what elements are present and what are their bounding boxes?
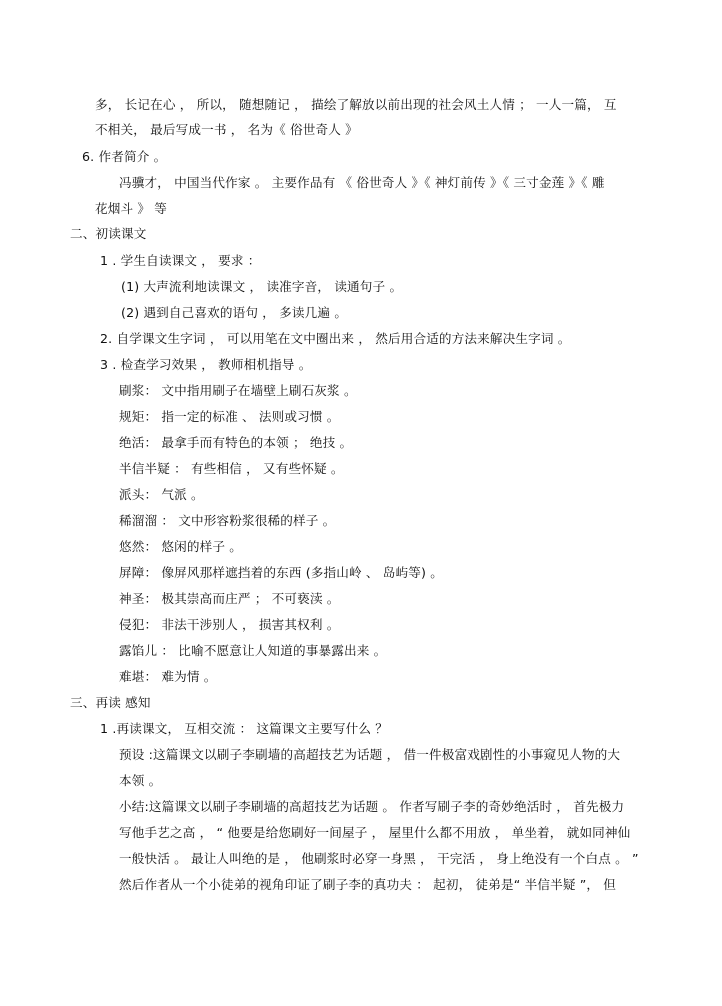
text-line: 多， 长记在心 ， 所以， 随想随记 ， 描绘了解放以前出现的社会风土人情 ； 一人一篇， 互	[95, 97, 617, 112]
vocab-item: 绝活： 最拿手而有特色的本领 ； 绝技 。	[119, 435, 353, 450]
vocab-item: 稀溜溜 ： 文中形容粉浆很稀的样子 。	[119, 513, 336, 528]
text-line: 1 . 学生自读课文 ， 要求 ：	[100, 253, 261, 268]
vocab-item: 神圣： 极其崇高而庄严 ； 不可亵渎 。	[119, 591, 340, 606]
section-heading: 三、再读 感知	[70, 695, 151, 710]
text-line: 小结:这篇课文以刷子李刷墙的高超技艺为话题 。 作者写刷子李的奇妙绝活时 ， 首先极力	[119, 799, 625, 814]
section-heading: 二、初读课文	[70, 226, 147, 241]
text-line: (2) 遇到自己喜欢的语句 ， 多读几遍 。	[121, 305, 348, 320]
text-line: 写他手艺之高 ， “ 他要是给您刷好一间屋子 ， 屋里什么都不用放 ， 单坐着， 就如同神仙	[119, 825, 631, 840]
text-line: 预设 :这篇课文以刷子李刷墙的高超技艺为话题 ， 借一件极富戏剧性的小事窥见人物的大	[119, 747, 621, 762]
vocab-item: 难堪： 难为情 。	[119, 669, 217, 684]
text-line: 2. 自学课文生字词 ， 可以用笔在文中圈出来 ， 然后用合适的方法来解决生字词 。	[100, 331, 571, 346]
text-line: 花烟斗 》 等	[95, 201, 168, 216]
text-line: 不相关， 最后写成一书 ， 名为《 俗世奇人 》	[95, 122, 358, 137]
text-line: 3 . 检查学习效果 ， 教师相机指导 。	[100, 357, 312, 372]
text-line: (1) 大声流利地读课文 ， 读准字音， 读通句子 。	[121, 279, 403, 294]
vocab-item: 屏障： 像屏风那样遮挡着的东西 (多指山岭 、 岛屿等) 。	[119, 565, 443, 580]
vocab-item: 半信半疑 ： 有些相信 ， 又有些怀疑 。	[119, 461, 344, 476]
text-line: 一般快活 。 最让人叫绝的是 ， 他刷浆时必穿一身黑 ， 干完活 ， 身上绝没有一个白点 。 ”	[119, 851, 639, 866]
vocab-item: 侵犯： 非法干涉别人 ， 损害其权利 。	[119, 617, 340, 632]
text-line: 本领 。	[119, 773, 162, 788]
text-line: 冯骥才， 中国当代作家 。 主要作品有 《 俗世奇人 》《 神灯前传 》《 三寸金莲 》《 雕	[119, 175, 605, 190]
vocab-item: 刷浆： 文中指用刷子在墙壁上刷石灰浆 。	[119, 383, 357, 398]
text-line: 6. 作者简介 。	[82, 149, 167, 164]
text-line: 然后作者从一个小徒弟的视角印证了刷子李的真功夫 ： 起初， 徒弟是“ 半信半疑 ”， 但	[119, 877, 617, 892]
vocab-item: 规矩： 指一定的标准 、 法则或习惯 。	[119, 409, 340, 424]
text-line: 1 .再读课文， 互相交流 ： 这篇课文主要写什么 ？	[100, 721, 388, 736]
vocab-item: 悠然： 悠闲的样子 。	[119, 539, 243, 554]
vocab-item: 派头： 气派 。	[119, 487, 204, 502]
vocab-item: 露馅儿 ： 比喻不愿意让人知道的事暴露出来 。	[119, 643, 387, 658]
